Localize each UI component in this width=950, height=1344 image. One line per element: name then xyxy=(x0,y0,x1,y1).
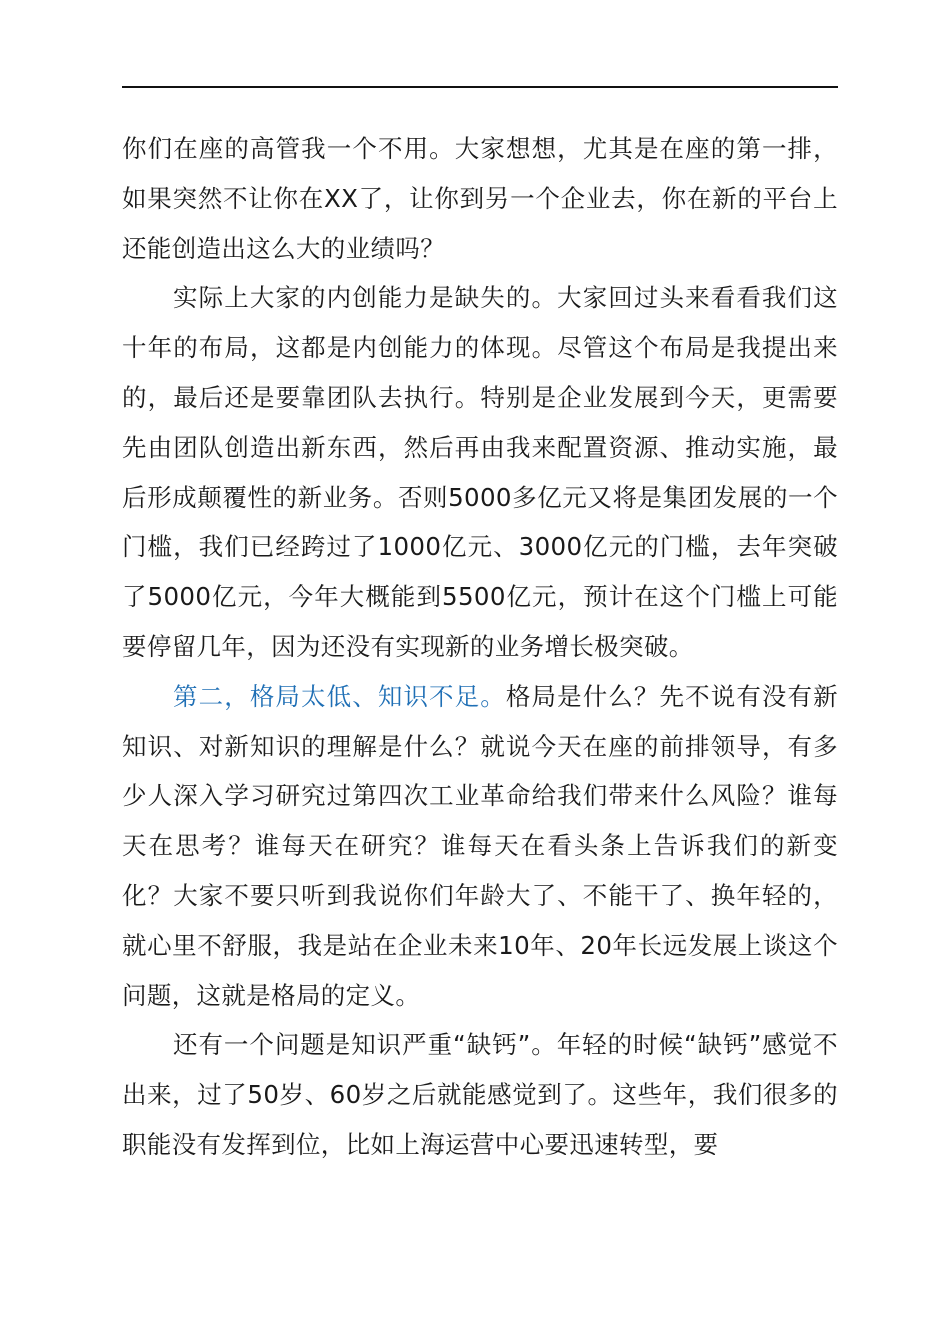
paragraph-knowledge: 还有一个问题是知识严重“缺钙”。年轻的时候“缺钙”感觉不出来，过了50岁、60岁之后就能感觉到了。这些年，我们很多的职能没有发挥到位，比如上海运营中心要迅速转型，要 xyxy=(122,1030,838,1159)
paragraph-second-point-text: 格局是什么？先不说有没有新知识、对新知识的理解是什么？就说今天在座的前排领导，有多少人深入学习研究过第四次工业革命给我们带来什么风险？谁每天在思考？谁每天在研究？谁每天在看头条上告诉我们的新变化？大家不要只听到我说你们年龄大了、不能干了、换年轻的，就心里不舒服，我是站在企业未来10年、20年长远发展上谈这个问题，这就是格局的定义。 xyxy=(122,681,838,1010)
section-heading-second: 第二，格局太低、知识不足。 xyxy=(173,681,506,711)
body-text xyxy=(122,124,838,1170)
paragraph-second-point xyxy=(122,672,838,1021)
paragraph-inner-innovation: 实际上大家的内创能力是缺失的。大家回过头来看看我们这十年的布局，这都是内创能力的体现。尽管这个布局是我提出来的，最后还是要靠团队去执行。特别是企业发展到今天，更需要先由团队创造出新东西，然后再由我来配置资源、推动实施，最后形成颠覆性的新业务。否则5000多亿元又将是集团发展的一个门槛，我们已经跨过了1000亿元、3000亿元的门槛，去年突破了5000亿元，今年大概能到5500亿元，预计在这个门槛上可能要停留几年，因为还没有实现新的业务增长极突破。 xyxy=(122,283,838,661)
paragraph-continuation: 你们在座的高管我一个不用。大家想想，尤其是在座的第一排，如果突然不让你在XX了，让你到另一个企业去，你在新的平台上还能创造出这么大的业绩吗？ xyxy=(122,134,838,263)
header-rule xyxy=(122,86,838,88)
